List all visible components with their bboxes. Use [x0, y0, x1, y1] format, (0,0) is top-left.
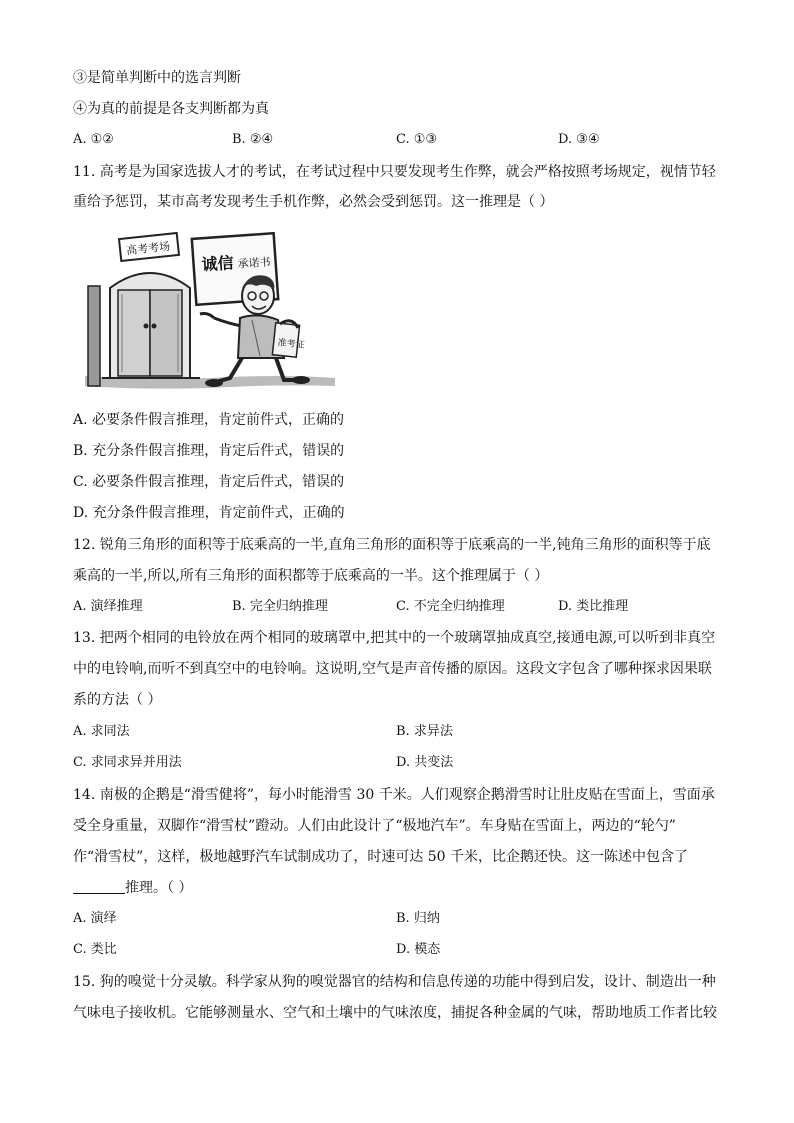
q12-stem-line1: 12. 锐角三角形的面积等于底乘高的一半,直角三角形的面积等于底乘高的一半,钝角三角形的面积等于底 — [73, 537, 711, 553]
q14-option-d: D. 模态 — [396, 942, 441, 957]
q14-stem-line4-text: 推理。（ ） — [125, 880, 193, 896]
q10-option-d: D. ③④ — [558, 132, 600, 147]
q15-stem-line2: 气味电子接收机。它能够测量水、空气和土壤中的气味浓度，捕捉各种金属的气味，帮助地质工作者比较 — [73, 1005, 717, 1021]
q13-option-b: B. 求异法 — [396, 724, 453, 739]
q13-option-a: A. 求同法 — [73, 724, 130, 739]
q10-statement-4: ④为真的前提是各支判断都为真 — [73, 101, 269, 117]
q12-option-a: A. 演绎推理 — [73, 599, 143, 614]
admission-card-text: 准考证 — [277, 338, 306, 351]
q14-option-b: B. 归纳 — [396, 911, 440, 926]
q12-option-b: B. 完全归纳推理 — [232, 599, 328, 614]
q12-option-d: D. 类比推理 — [558, 599, 629, 614]
q13-option-c: C. 求同求异并用法 — [73, 755, 182, 770]
answer-blank — [73, 879, 125, 894]
board-word-pledge: 承诺书 — [237, 255, 272, 271]
q14-stem-line2: 受全身重量，双脚作“滑雪杖”蹬动。人们由此设计了“极地汽车”。车身贴在雪面上，两边的“轮勺” — [73, 818, 676, 834]
q13-stem-line3: 系的方法（ ） — [73, 692, 162, 708]
exam-hall-door — [88, 273, 200, 386]
q14-option-c: C. 类比 — [73, 942, 117, 957]
q11-option-a: A. 必要条件假言推理，肯定前件式，正确的 — [73, 412, 345, 428]
q10-option-a: A. ①② — [73, 132, 114, 147]
q13-stem-line2: 中的电铃响,而听不到真空中的电铃响。这说明,空气是声音传播的原因。这段文字包含了哪种探求因果联 — [73, 661, 712, 677]
q11-stem-line2: 重给予惩罚，某市高考发现考生手机作弊，必然会受到惩罚。这一推理是（ ） — [73, 194, 554, 210]
q10-option-c: C. ①③ — [396, 132, 438, 147]
q12-option-c: C. 不完全归纳推理 — [396, 599, 505, 614]
exam-hall-sign — [119, 233, 179, 261]
board-word-integrity: 诚信 — [200, 253, 235, 275]
q10-statement-3: ③是简单判断中的选言判断 — [73, 70, 241, 86]
q14-stem-line1: 14. 南极的企鹅是“滑雪健将”，每小时能滑雪 30 千米。人们观察企鹅滑雪时让肚皮贴在雪面上，雪面承 — [73, 787, 715, 803]
q11-stem-line1: 11. 高考是为国家选拔人才的考试，在考试过程中只要发现考生作弊，就会严格按照考场规定，视情节轻 — [73, 164, 716, 180]
q14-stem-line4 — [73, 878, 192, 898]
q10-option-b: B. ②④ — [232, 132, 274, 147]
q14-option-a: A. 演绎 — [73, 911, 117, 926]
q12-stem-line2: 乘高的一半,所以,所有三角形的面积都等于底乘高的一半。这个推理属于（ ） — [73, 568, 549, 584]
q15-stem-line1: 15. 狗的嗅觉十分灵敏。科学家从狗的嗅觉器官的结构和信息传递的功能中得到启发，设计、制造出一种 — [73, 974, 716, 990]
sign-text: 高考考场 — [125, 239, 171, 258]
q11-option-b: B. 充分条件假言推理，肯定后件式，错误的 — [73, 443, 345, 459]
q13-option-d: D. 共变法 — [396, 755, 454, 770]
exam-integrity-cartoon — [80, 228, 340, 398]
q11-option-c: C. 必要条件假言推理，肯定后件式，错误的 — [73, 474, 345, 490]
q14-stem-line3: 作“滑雪杖”，这样，极地越野汽车试制成功了，时速可达 50 千米，比企鹅还快。这一陈述中包含了 — [73, 849, 689, 865]
q13-stem-line1: 13. 把两个相同的电铃放在两个相同的玻璃罩中,把其中的一个玻璃罩抽成真空,接通电源,可以听到非真空 — [73, 630, 716, 646]
q11-option-d: D. 充分条件假言推理，肯定前件式，正确的 — [73, 505, 345, 521]
